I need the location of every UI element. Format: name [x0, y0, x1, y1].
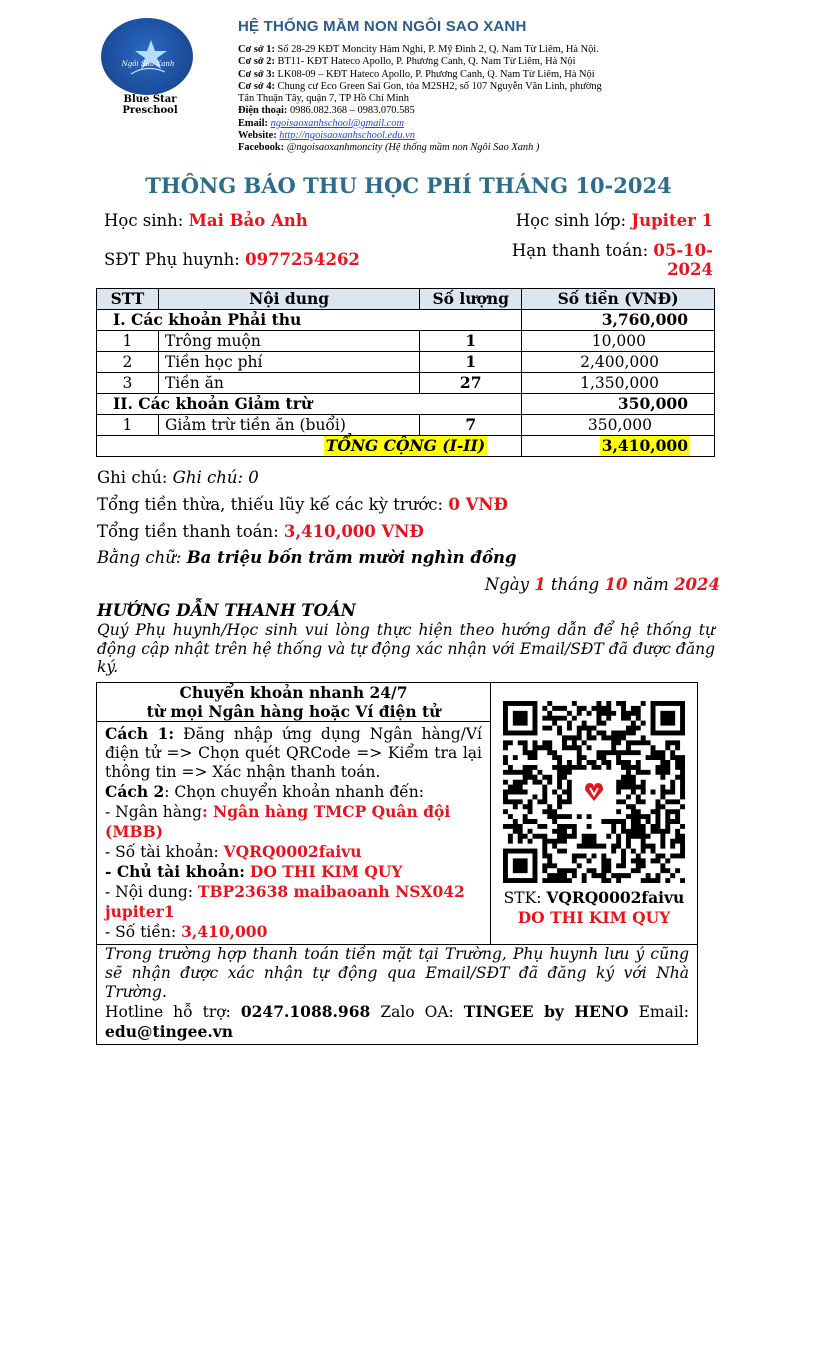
- table-row: 1 Trông muộn 1 10,000: [97, 331, 715, 352]
- school-contact-block: [238, 44, 602, 155]
- section-deductions: II. Các khoản Giảm trừ 350,000: [97, 394, 715, 415]
- amount-in-words: Bằng chữ: Ba triệu bốn trăm mười nghìn đồng: [97, 548, 517, 567]
- school-website: Website: http://ngoisaoxanhschool.edu.vn: [238, 130, 415, 142]
- way-2: Cách 2: Chọn chuyển khoản nhanh đến:: [105, 782, 424, 801]
- owner-line: - Chủ tài khoản: DO THI KIM QUY: [105, 862, 403, 881]
- parent-phone: SĐT Phụ huynh: 0977254262: [104, 250, 360, 269]
- col-amount: Số tiền (VNĐ): [522, 289, 715, 310]
- guide-text: Quý Phụ huynh/Học sinh vui lòng thực hiện theo hướng dẫn để hệ thống tự động cập nhật trên hệ thống và tự động xác nhận với Email/SĐT đã được đăng ký.: [97, 621, 715, 676]
- section-deductions-total: 350,000: [522, 394, 715, 415]
- school-email: Email: ngoisaoxanhschool@gmail.com: [238, 117, 404, 129]
- payment-box-header: Chuyển khoản nhanh 24/7 từ mọi Ngân hàng hoặc Ví điện tử: [97, 683, 491, 722]
- website-link[interactable]: http://ngoisaoxanhschool.edu.vn: [279, 130, 415, 142]
- fee-table: [96, 288, 715, 457]
- amount-line: - Số tiền: 3,410,000: [105, 922, 268, 941]
- note-line: Ghi chú: Ghi chú: 0: [97, 468, 259, 487]
- table-row: 2 Tiền học phí 1 2,400,000: [97, 352, 715, 373]
- logo-script-text: Ngôi Sao Xanh: [121, 60, 175, 68]
- school-facebook: Facebook: @ngoisaoxanhmoncity (Hệ thống mầm non Ngôi Sao Xanh ): [238, 142, 540, 154]
- system-name: HỆ THỐNG MẦM NON NGÔI SAO XANH: [238, 18, 527, 35]
- col-content: Nội dung: [158, 289, 419, 310]
- section-receivables-total: 3,760,000: [522, 310, 715, 331]
- campus-1: Cơ sở 1: Số 28-29 KĐT Moncity Hàm Nghi, P. Mỹ Đình 2, Q. Nam Từ Liêm, Hà Nội.: [238, 44, 599, 55]
- col-stt: STT: [97, 289, 159, 310]
- support-line: Hotline hỗ trợ: 0247.1088.968 Zalo OA: TINGEE by HENO Email: edu@tingee.vn: [105, 1002, 689, 1041]
- cash-note: Trong trường hợp thanh toán tiền mặt tại Trường, Phụ huynh lưu ý cũng sẽ nhận được xác nhận tự động qua Email/SĐT đã đăng ký với Nhà Trường. Hotline hỗ trợ: 0247.1088.968 Zalo OA: TINGEE by HENO Email: edu@tingee.vn: [97, 945, 698, 1045]
- fee-table-header: [97, 289, 715, 310]
- qr-account: STK: VQRQ0002faivu: [503, 888, 685, 907]
- student-name: Học sinh: Mai Bảo Anh: [104, 211, 308, 230]
- way-1: Cách 1: Đăng nhập ứng dụng Ngân hàng/Ví điện tử => Chọn quét QRCode => Kiểm tra lại thông tin => Xác nhận thanh toán.: [105, 724, 483, 781]
- star-icon: [101, 18, 193, 95]
- grand-total-row: [97, 436, 715, 457]
- account-line: - Số tài khoản: VQRQ0002faivu: [105, 842, 362, 861]
- payment-instructions: [97, 722, 491, 945]
- issue-date: Ngày 1 tháng 10 năm 2024: [484, 575, 720, 594]
- campus-2: Cơ sở 2: BT11- KĐT Hateco Apollo, P. Phương Canh, Q. Nam Từ Liêm, Hà Nội: [238, 56, 576, 68]
- grand-total-label: TỔNG CỘNG (I-II): [325, 436, 486, 455]
- school-phone: Điện thoại: 0986.082.368 – 0983.070.585: [238, 105, 415, 117]
- table-row: 3 Tiền ăn 27 1,350,000: [97, 373, 715, 394]
- logo-caption: Blue Star Preschool: [122, 94, 178, 116]
- content-line: - Nội dung: TBP23638 maibaoanh NSX042 jupiter1: [105, 882, 465, 921]
- bank-line: - Ngân hàng: Ngân hàng TMCP Quân đội (MBB): [105, 802, 451, 841]
- student-class: Học sinh lớp: Jupiter 1: [515, 211, 713, 230]
- qr-code[interactable]: [503, 701, 685, 883]
- total-payment-line: Tổng tiền thanh toán: 3,410,000 VNĐ: [97, 522, 424, 541]
- carry-over-line: Tổng tiền thừa, thiếu lũy kế các kỳ trước: 0 VNĐ: [97, 495, 508, 514]
- page-title: THÔNG BÁO THU HỌC PHÍ THÁNG 10-2024: [145, 173, 672, 198]
- due-date: Hạn thanh toán: 05-10- 2024: [511, 241, 713, 279]
- campus-4: Cơ sở 4: Chung cư Eco Green Sai Gon, tòa M2SH2, số 107 Nguyễn Văn Linh, phường: [238, 80, 602, 92]
- campus-4-cont: Tân Thuận Tây, quận 7, TP Hồ Chí Minh: [238, 93, 409, 105]
- section-receivables: I. Các khoản Phải thu 3,760,000: [97, 310, 715, 331]
- qr-panel: [491, 683, 698, 945]
- email-link[interactable]: ngoisaoxanhschool@gmail.com: [270, 117, 404, 129]
- qr-owner: DO THI KIM QUY: [517, 908, 671, 927]
- school-logo: [101, 18, 193, 95]
- col-qty: Số lượng: [420, 289, 522, 310]
- table-row: 1 Giảm trừ tiền ăn (buổi) 7 350,000: [97, 415, 715, 436]
- payment-box: [96, 682, 698, 1045]
- campus-3: Cơ sở 3: LK08-09 – KĐT Hateco Apollo, P. Phương Canh, Q. Nam Từ Liêm, Hà Nội: [238, 68, 595, 80]
- guide-title: HƯỚNG DẪN THANH TOÁN: [97, 601, 356, 620]
- grand-total-value: 3,410,000: [601, 436, 688, 455]
